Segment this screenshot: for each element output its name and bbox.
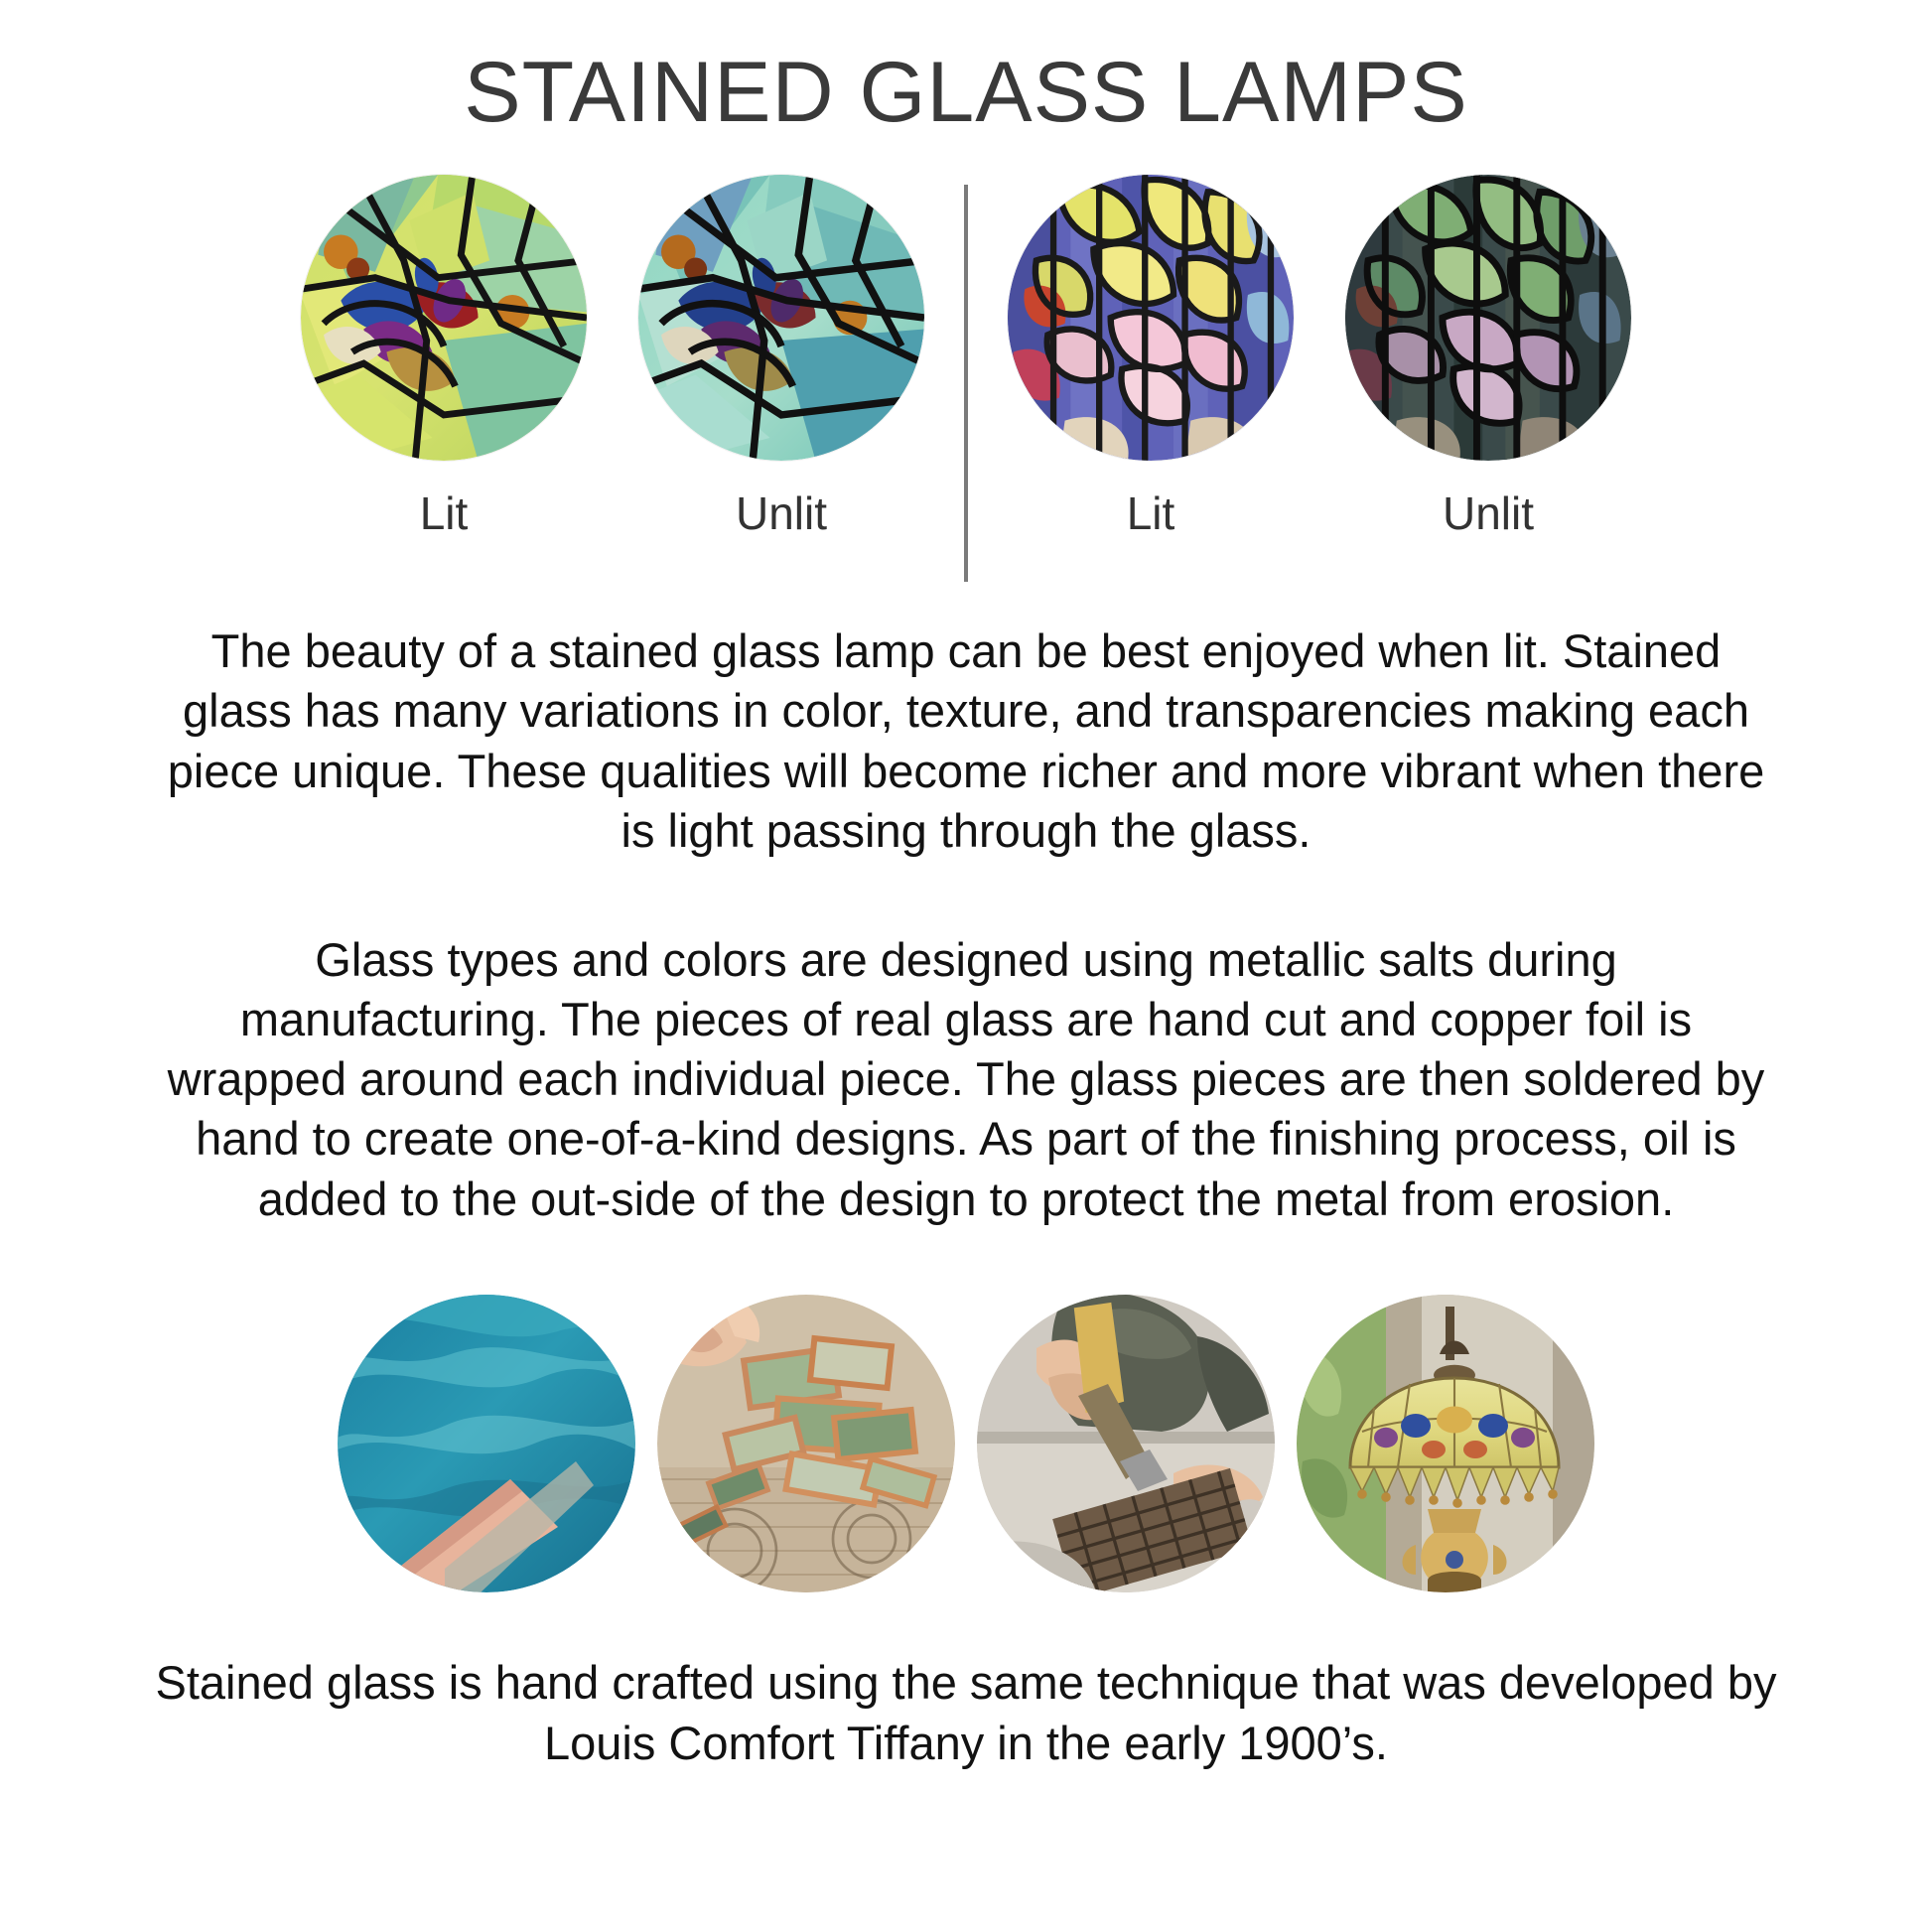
caption-lamp-a-unlit: Unlit [735,487,828,540]
paragraph-manufacturing: Glass types and colors are designed using metallic salts during manufacturing. The pieces of real glass are hand cut and copper foil is wrapped around each individual piece. The glass pieces are then soldered by hand to create one-of-a-kind designs. As part of the finishing process, oil is added to the out-side of the design to protect the metal from erosion. [167,932,1765,1225]
lit-unlit-comparison [0,175,1932,582]
thumb-cell-lamp-b-unlit [1339,175,1637,540]
process-image-row [0,1295,1932,1592]
hand-soldering-glass-photo [977,1295,1275,1592]
paragraph-lit-beauty: The beauty of a stained glass lamp can be best enjoyed when lit. Stained glass has many variations in color, texture, and transparencies making each piece unique. These qualities will become richer and more vibrant when there is light passing through the glass. [167,624,1765,857]
caption-lamp-b-unlit: Unlit [1442,487,1535,540]
caption-lamp-a-lit: Lit [419,487,469,540]
thumb-cell-lamp-a-unlit [632,175,930,540]
stained-glass-lamp-a-unlit-closeup [638,175,924,461]
stained-glass-lamp-b-lit-closeup [1008,175,1294,461]
comparison-group-lamp-b [968,175,1671,540]
thumb-cell-lamp-a-lit [295,175,593,540]
blue-glass-sheet-photo [338,1295,635,1592]
page-title: STAINED GLASS LAMPS [464,45,1468,140]
copper-foil-wrapped-glass-pieces-photo [657,1295,955,1592]
thumb-cell-lamp-b-lit [1002,175,1300,540]
stained-glass-lamp-a-lit-closeup [301,175,587,461]
stained-glass-lamp-b-unlit-closeup [1345,175,1631,461]
caption-lamp-b-lit: Lit [1126,487,1175,540]
footer-paragraph-tiffany: Stained glass is hand crafted using the same technique that was developed by Louis Comfort Tiffany in the early 1900’s. [155,1655,1777,1769]
finished-tiffany-style-lamp-photo [1297,1295,1594,1592]
comparison-group-lamp-a [261,175,964,540]
